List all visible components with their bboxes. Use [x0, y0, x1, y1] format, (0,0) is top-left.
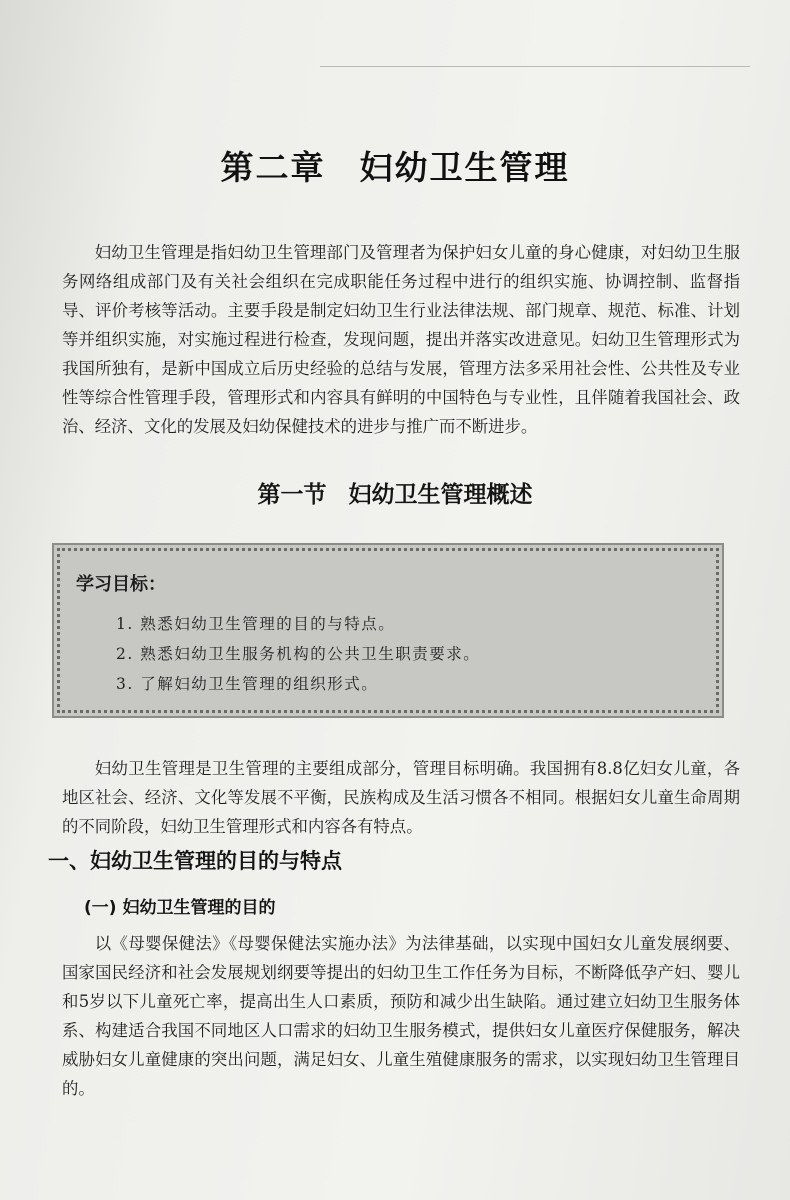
- section-title: [0, 476, 790, 509]
- overview-paragraph: 妇幼卫生管理是卫生管理的主要组成部分，管理目标明确。我国拥有8.8亿妇女儿童，各地区社会、经济、文化等发展不平衡，民族构成及生活习惯各不相同。根据妇女儿童生命周期的不同阶段，妇幼卫生管理形式和内容各有特点。: [62, 759, 740, 836]
- objective-item: 1. 熟悉妇幼卫生管理的目的与特点。: [116, 615, 396, 633]
- chapter-number: 第二章: [220, 148, 326, 187]
- learning-objectives-heading: 学习目标：: [76, 574, 166, 595]
- running-header-rule: [320, 32, 750, 67]
- learning-objectives-list: [116, 609, 480, 699]
- section-name: 妇幼卫生管理概述: [348, 482, 533, 508]
- purpose-paragraph: 以《母婴保健法》《母婴保健法实施办法》为法律基础，以实现中国妇女儿童发展纲要、国家国民经济和社会发展规划纲要等提出的妇幼卫生工作任务为目标，不断降低孕产妇、婴儿和5岁以下儿童死亡率，提高出生人口素质，预防和减少出生缺陷。通过建立妇幼卫生服务体系、构建适合我国不同地区人口需求的妇幼卫生服务模式，提供妇女儿童医疗保健服务，解决威胁妇女儿童健康的突出问题，满足妇女、儿童生殖健康服务的需求，以实现妇幼卫生管理目的。: [62, 934, 740, 1098]
- objective-item: 3. 了解妇幼卫生管理的组织形式。: [116, 675, 379, 693]
- subsection-heading: 一、妇幼卫生管理的目的与特点: [48, 849, 342, 873]
- objective-item: 2. 熟悉妇幼卫生服务机构的公共卫生职责要求。: [116, 645, 481, 663]
- sub-subsection-heading: (一) 妇幼卫生管理的目的: [84, 898, 276, 918]
- section-number: 第一节: [257, 482, 327, 508]
- chapter-name: 妇幼卫生管理: [359, 148, 570, 187]
- learning-objectives-box: [52, 543, 724, 718]
- chapter-title: [0, 142, 790, 189]
- intro-paragraph: 妇幼卫生管理是指妇幼卫生管理部门及管理者为保护妇女儿童的身心健康，对妇幼卫生服务网络组成部门及有关社会组织在完成职能任务过程中进行的组织实施、协调控制、监督指导、评价考核等活动。主要手段是制定妇幼卫生行业法律法规、部门规章、规范、标准、计划等并组织实施，对实施过程进行检查，发现问题，提出并落实改进意见。妇幼卫生管理形式为我国所独有，是新中国成立后历史经验的总结与发展，管理方法多采用社会性、公共性及专业性等综合性管理手段，管理形式和内容具有鲜明的中国特色与专业性，且伴随着我国社会、政治、经济、文化的发展及妇幼保健技术的进步与推广而不断进步。: [62, 243, 740, 436]
